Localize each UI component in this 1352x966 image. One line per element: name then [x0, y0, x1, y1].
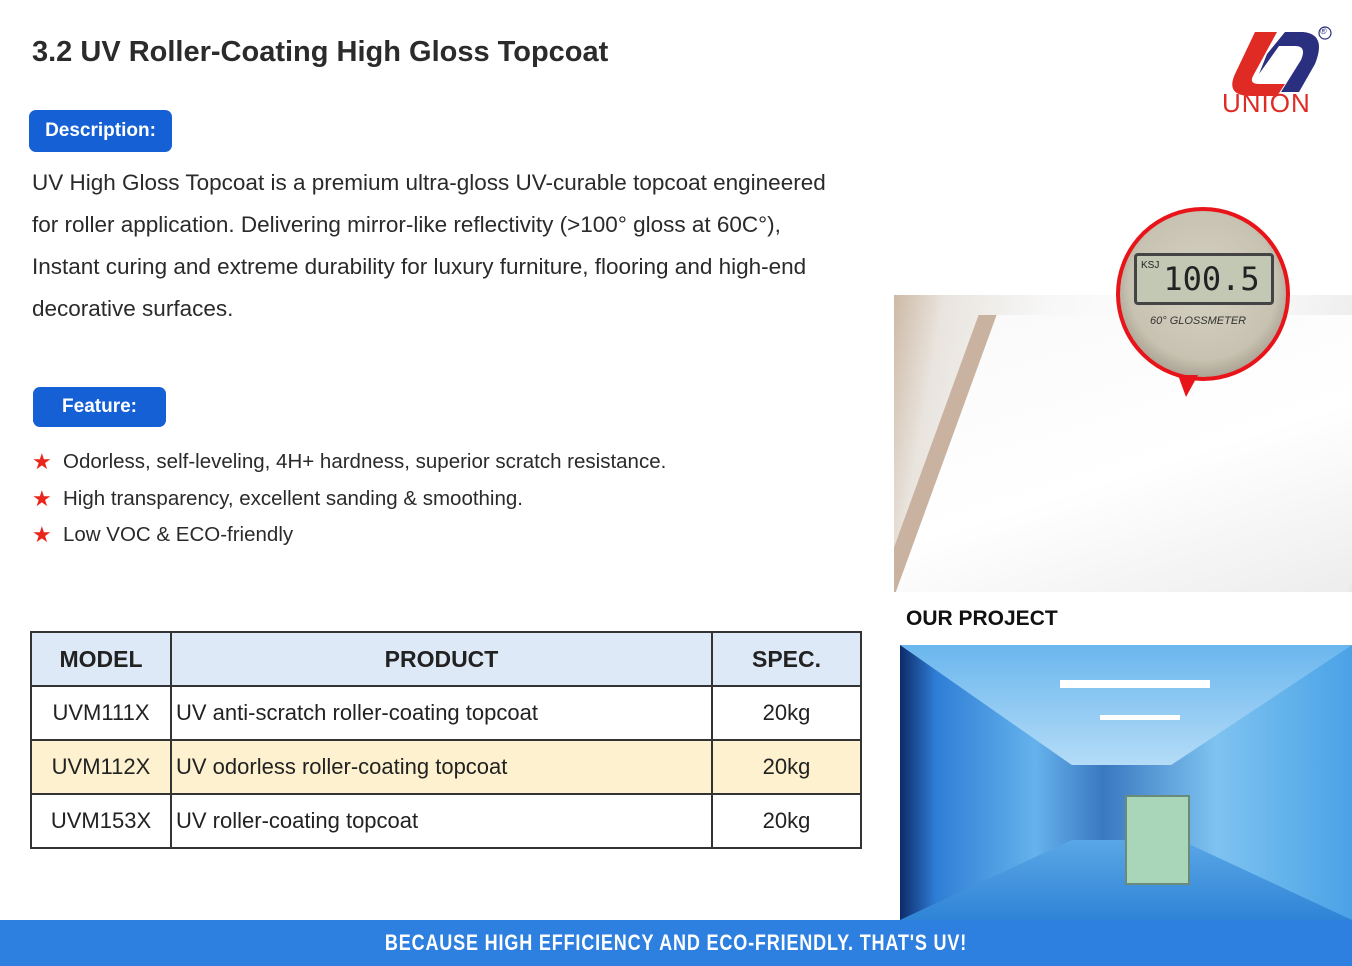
- header-spec: SPEC.: [712, 632, 861, 686]
- our-project-label: OUR PROJECT: [894, 595, 1062, 643]
- product-table: [30, 631, 862, 849]
- footer-slogan: BECAUSE HIGH EFFICIENCY AND ECO-FRIENDLY. THAT'S UV!: [384, 930, 968, 955]
- cell-spec: 20kg: [712, 740, 861, 794]
- glossmeter-label: 60° GLOSSMETER: [1150, 315, 1247, 327]
- glossmeter-callout: [1116, 207, 1290, 381]
- header-product: PRODUCT: [171, 632, 712, 686]
- logo-text: UNION: [1222, 88, 1311, 118]
- header-model: MODEL: [31, 632, 171, 686]
- cell-model: UVM153X: [31, 794, 171, 848]
- feature-text: Odorless, self-leveling, 4H+ hardness, superior scratch resistance.: [63, 450, 667, 474]
- star-icon: ★: [32, 449, 52, 475]
- star-icon: ★: [32, 522, 52, 548]
- glossmeter-display: [1134, 253, 1274, 305]
- cell-product: UV odorless roller-coating topcoat: [171, 740, 712, 794]
- feature-item: [32, 481, 666, 518]
- table-row: [31, 740, 861, 794]
- callout-pointer: [1178, 375, 1198, 397]
- table-row: [31, 794, 861, 848]
- gloss-reading: 100.5: [1163, 260, 1260, 298]
- cell-product: UV roller-coating topcoat: [171, 794, 712, 848]
- cell-spec: 20kg: [712, 794, 861, 848]
- cell-spec: 20kg: [712, 686, 861, 740]
- feature-item: [32, 444, 666, 481]
- cell-product: UV anti-scratch roller-coating topcoat: [171, 686, 712, 740]
- registered-mark: ®: [1320, 26, 1327, 36]
- high-gloss-board-photo: [894, 295, 1352, 592]
- footer-banner: [0, 920, 1352, 966]
- feature-item: [32, 517, 666, 554]
- description-text: UV High Gloss Topcoat is a premium ultra-gloss UV-curable topcoat engineered for roller application. Delivering mirror-like reflectivity (>100° gloss at 60C°), Instant curing and extreme durability for luxury furniture, flooring and high-end decorative surfaces.: [32, 170, 826, 321]
- project-corridor-photo: [900, 645, 1352, 920]
- glossmeter-brand: KSJ: [1141, 260, 1160, 271]
- star-icon: ★: [32, 485, 52, 511]
- cell-model: UVM111X: [31, 686, 171, 740]
- feature-text: Low VOC & ECO-friendly: [63, 523, 294, 547]
- feature-label: Feature:: [33, 387, 166, 427]
- description-label: Description:: [29, 110, 172, 152]
- page-title: 3.2 UV Roller-Coating High Gloss Topcoat: [32, 36, 609, 68]
- feature-text: High transparency, excellent sanding & smoothing.: [63, 486, 523, 510]
- table-header: [31, 632, 861, 686]
- table-row: [31, 686, 861, 740]
- feature-list: [32, 444, 666, 554]
- cell-model: UVM112X: [31, 740, 171, 794]
